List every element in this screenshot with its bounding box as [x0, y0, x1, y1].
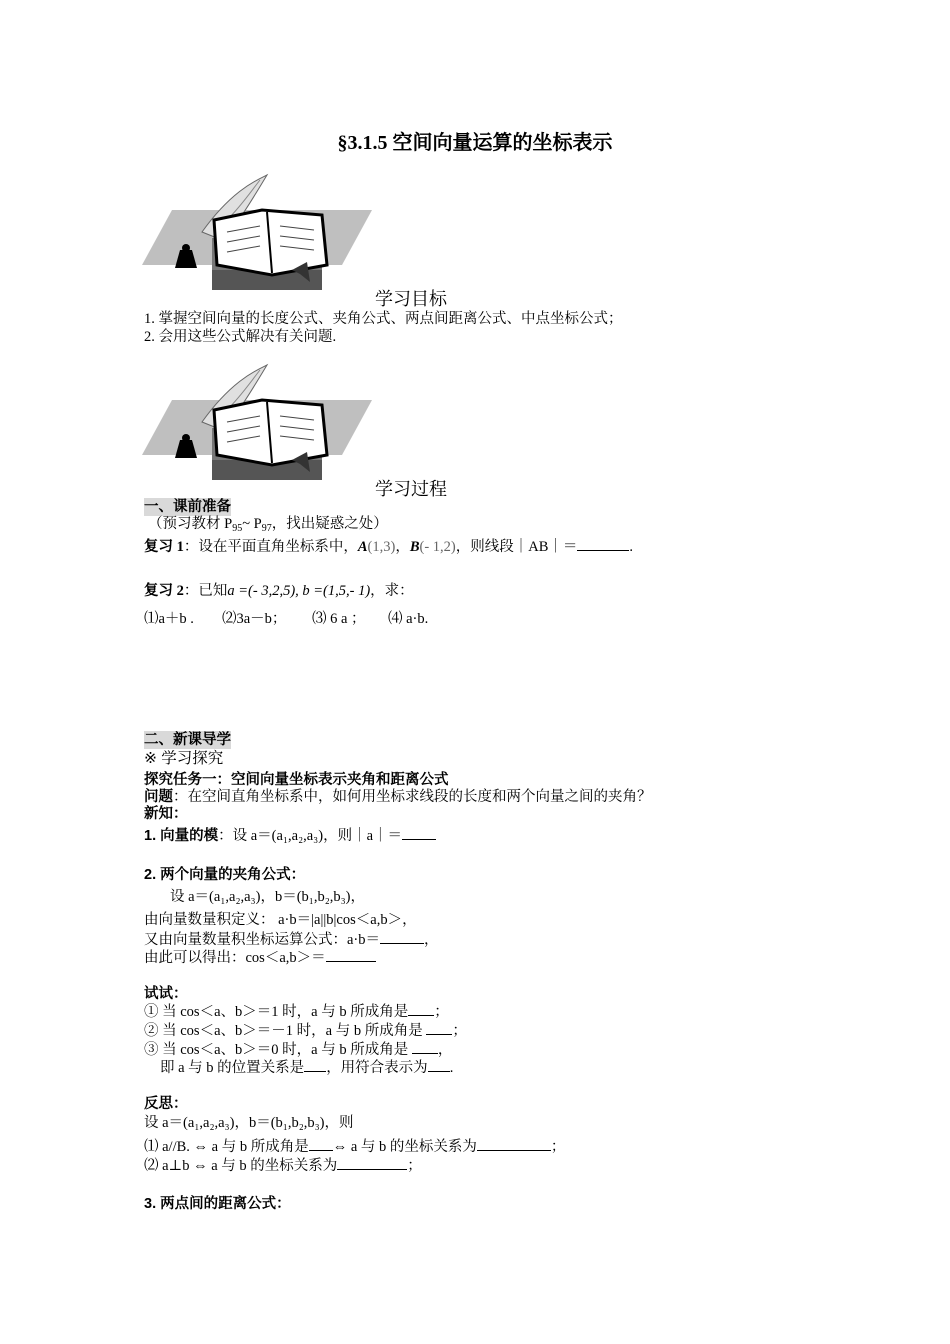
knowledge-2-line: 由向量数量积定义： a·b＝|a||b|cos＜a,b＞，	[144, 912, 417, 928]
knowledge-1: 1. 向量的模：设 a＝(a₁,a₂,a₃)，则｜a｜＝	[144, 825, 436, 845]
reflect-line: 设 a＝(a₁,a₂,a₃)，b＝(b₁,b₂,b₃)，则	[144, 1115, 354, 1131]
task-title: 探究任务一：空间向量坐标表示夹角和距离公式	[144, 772, 449, 788]
try-line: ② 当 cos＜a、b＞＝－1 时，a 与 b 所成角是 ；	[144, 1020, 467, 1040]
review-2: 复习 2：已知a =(- 3,2,5), b =(1,5,- 1)，求：	[144, 583, 414, 599]
book-illustration-icon	[142, 360, 377, 495]
reflect-label: 反思：	[144, 1096, 188, 1112]
try-line: ① 当 cos＜a、b＞＝1 时，a 与 b 所成角是 ；	[144, 1001, 449, 1021]
review-2-part: ⑵3a－b；	[222, 611, 287, 627]
goal-item: 2. 会用这些公式解决有关问题.	[144, 329, 337, 345]
knowledge-2-line: 由此可以得出：cos＜a,b＞＝	[144, 947, 376, 967]
review-2-part: ⑶ 6 a ；	[312, 611, 366, 627]
section-header: 二、新课导学	[144, 732, 231, 748]
try-line: ③ 当 cos＜a、b＞＝0 时，a 与 b 所成角是 ，	[144, 1039, 452, 1059]
new-knowledge-label: 新知：	[144, 806, 188, 822]
section-header: 一、课前准备	[144, 499, 231, 515]
goal-item: 1. 掌握空间向量的长度公式、夹角公式、两点间距离公式、中点坐标公式；	[144, 311, 623, 327]
process-header: 学习过程	[375, 479, 447, 499]
knowledge-3-label: 3. 两点间的距离公式：	[144, 1196, 291, 1212]
review-1: 复习 1：设在平面直角坐标系中，A(1,3)，B(- 1,2)，则线段｜AB｜＝ .	[144, 536, 633, 556]
try-label: 试试：	[144, 986, 188, 1002]
review-2-part: ⑷ a·b.	[388, 611, 429, 627]
knowledge-2-line: 设 a＝(a₁,a₂,a₃)，b＝(b₁,b₂,b₃)，	[170, 889, 366, 905]
goals-header: 学习目标	[375, 289, 447, 309]
knowledge-2-label: 2. 两个向量的夹角公式：	[144, 867, 306, 883]
knowledge-2-line: 又由向量数量积坐标运算公式：a·b＝ ，	[144, 929, 439, 949]
preview-note: （预习教材 $P_{95}\sim$ $P_{97}$，找出疑惑之处）	[148, 516, 388, 534]
review-2-part: ⑴a＋b .	[144, 611, 194, 627]
explore-label: ※ 学习探究	[144, 750, 224, 767]
reflect-line: ⑴ a//B. ⇔ a 与 b 所成角是 ⇔ a 与 b 的坐标关系为 ；	[144, 1136, 565, 1156]
page-title: §3.1.5 空间向量运算的坐标表示	[337, 132, 613, 154]
book-illustration-icon	[142, 170, 377, 305]
try-line: 即 a 与 b 的位置关系是 ，用符合表示为 .	[160, 1057, 453, 1077]
reflect-line: ⑵ a⊥b ⇔ a 与 b 的坐标关系为 ；	[144, 1155, 422, 1175]
question: 问题：在空间直角坐标系中，如何用坐标求线段的长度和两个向量之间的夹角？	[144, 789, 652, 805]
